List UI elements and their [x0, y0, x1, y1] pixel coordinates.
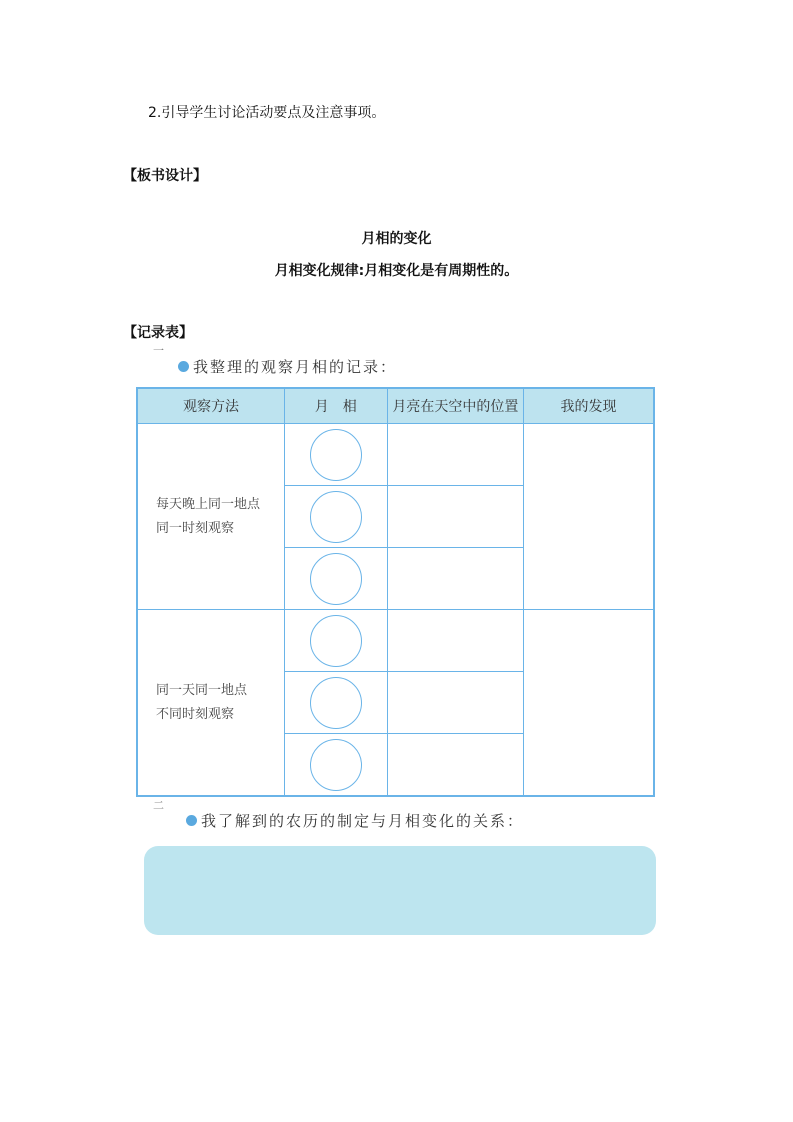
moon-phase-cell[interactable] — [284, 610, 387, 672]
board-title: 月相的变化 — [361, 231, 432, 247]
moon-circle-icon — [310, 491, 362, 543]
method-line: 同一时刻观察 — [156, 520, 235, 536]
table-row — [137, 424, 654, 486]
col-header-moon-position: 月亮在天空中的位置 — [387, 388, 523, 424]
moon-position-cell[interactable] — [387, 486, 523, 548]
answer-box[interactable] — [144, 846, 656, 935]
moon-observation-table — [136, 387, 655, 797]
findings-cell[interactable] — [524, 610, 654, 797]
moon-position-cell[interactable] — [387, 672, 523, 734]
moon-position-cell[interactable] — [387, 610, 523, 672]
col-header-method: 观察方法 — [137, 388, 284, 424]
moon-circle-icon — [310, 429, 362, 481]
moon-phase-cell[interactable] — [284, 486, 387, 548]
moon-position-cell[interactable] — [387, 424, 523, 486]
bullet-dot-icon — [178, 361, 189, 372]
moon-position-cell[interactable] — [387, 734, 523, 797]
method-cell-same-day — [137, 610, 284, 797]
findings-cell[interactable] — [524, 424, 654, 610]
section-two-mark: 二 — [153, 799, 166, 812]
section-one-mark: 一 — [153, 344, 166, 357]
record-table-heading: 【记录表】 — [123, 325, 193, 341]
board-design-heading: 【板书设计】 — [123, 168, 207, 184]
moon-circle-icon — [310, 553, 362, 605]
method-line: 每天晚上同一地点 — [156, 496, 261, 512]
board-rule: 月相变化规律:月相变化是有周期性的。 — [274, 263, 519, 279]
moon-phase-cell[interactable] — [284, 548, 387, 610]
method-line: 不同时刻观察 — [156, 706, 235, 722]
method-line: 同一天同一地点 — [156, 682, 248, 698]
table-header-row — [137, 388, 654, 424]
moon-circle-icon — [310, 615, 362, 667]
moon-position-cell[interactable] — [387, 548, 523, 610]
section-one-prompt — [178, 356, 397, 377]
moon-circle-icon — [310, 677, 362, 729]
col-header-findings: 我的发现 — [524, 388, 654, 424]
section-two-prompt — [186, 810, 524, 831]
moon-circle-icon — [310, 739, 362, 791]
moon-phase-cell[interactable] — [284, 424, 387, 486]
table-row — [137, 610, 654, 672]
col-header-moon-phase: 月 相 — [284, 388, 387, 424]
activity-step-2: 2.引导学生讨论活动要点及注意事项。 — [148, 105, 386, 121]
bullet-dot-icon — [186, 815, 197, 826]
moon-phase-cell[interactable] — [284, 672, 387, 734]
section-two-prompt-text: 我了解到的农历的制定与月相变化的关系： — [201, 812, 525, 830]
moon-phase-cell[interactable] — [284, 734, 387, 797]
method-cell-nightly — [137, 424, 284, 610]
section-one-prompt-text: 我整理的观察月相的记录： — [193, 358, 398, 376]
